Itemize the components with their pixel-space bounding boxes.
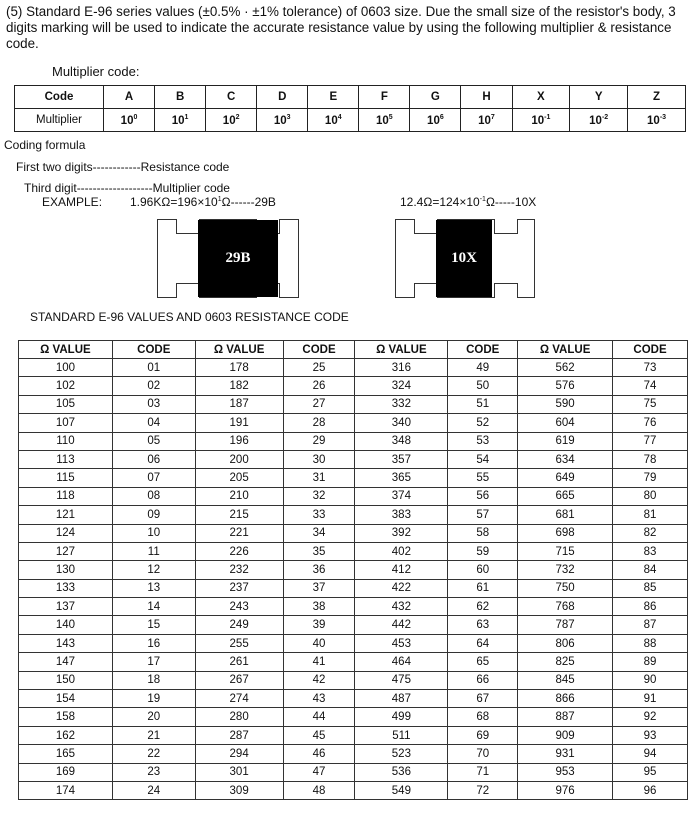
ohm-value-cell: 196 — [195, 432, 283, 450]
code-cell: C — [206, 86, 257, 109]
ohm-value-cell: 402 — [355, 542, 448, 560]
ohm-value-cell: 127 — [19, 542, 113, 560]
ohm-value-cell: 590 — [518, 395, 613, 413]
code-cell: 52 — [448, 414, 518, 432]
ohm-value-cell: 348 — [355, 432, 448, 450]
code-cell: 20 — [112, 708, 195, 726]
ohm-value-cell: 113 — [19, 450, 113, 468]
row-label: Multiplier — [15, 109, 104, 132]
table-row — [19, 542, 688, 560]
multiplier-cell: $10^{-1}$ — [512, 109, 570, 132]
code-cell: 95 — [613, 763, 688, 781]
table-row — [19, 524, 688, 542]
ohm-value-cell: 365 — [355, 469, 448, 487]
chip-marking: 10X — [436, 220, 492, 297]
code-cell: 71 — [448, 763, 518, 781]
first-two-digits-rule: First two digits------------Resistance code — [16, 160, 230, 174]
table-row — [19, 598, 688, 616]
ohm-value-cell: 249 — [195, 616, 283, 634]
chip-marking: 29B — [198, 220, 278, 297]
code-cell: 73 — [613, 359, 688, 377]
code-cell: 05 — [112, 432, 195, 450]
ohm-value-cell: 200 — [195, 450, 283, 468]
code-cell: 26 — [283, 377, 355, 395]
code-cell: 01 — [112, 359, 195, 377]
ohm-value-cell: 464 — [355, 653, 448, 671]
multiplier-table — [14, 85, 686, 132]
table-row — [19, 487, 688, 505]
code-cell: 21 — [112, 726, 195, 744]
ohm-value-cell: 931 — [518, 745, 613, 763]
ohm-value-cell: 100 — [19, 359, 113, 377]
code-cell: 74 — [613, 377, 688, 395]
table-header — [19, 341, 688, 359]
table-row — [19, 414, 688, 432]
ohm-value-cell: 732 — [518, 561, 613, 579]
ohm-value-cell: 475 — [355, 671, 448, 689]
ohm-value-cell: 511 — [355, 726, 448, 744]
table-row — [19, 377, 688, 395]
ohm-value-cell: 909 — [518, 726, 613, 744]
example-label: EXAMPLE: — [42, 195, 103, 209]
table-row — [19, 763, 688, 781]
ohm-value-cell: 634 — [518, 450, 613, 468]
code-cell: 40 — [283, 634, 355, 652]
ohm-value-cell: 383 — [355, 506, 448, 524]
ohm-value-cell: 698 — [518, 524, 613, 542]
ohm-value-cell: 267 — [195, 671, 283, 689]
ohm-value-cell: 422 — [355, 579, 448, 597]
multiplier-cell: $10^4$ — [308, 109, 359, 132]
code-cell: 03 — [112, 395, 195, 413]
code-cell: 89 — [613, 653, 688, 671]
code-cell: 09 — [112, 506, 195, 524]
ohm-value-cell: 158 — [19, 708, 113, 726]
multiplier-cell: $10^0$ — [104, 109, 155, 132]
table-row — [19, 469, 688, 487]
ohm-value-cell: 309 — [195, 781, 283, 799]
code-cell: 07 — [112, 469, 195, 487]
ohm-value-cell: 140 — [19, 616, 113, 634]
ohm-value-cell: 866 — [518, 690, 613, 708]
code-cell: 54 — [448, 450, 518, 468]
ohm-value-cell: 154 — [19, 690, 113, 708]
code-cell: 18 — [112, 671, 195, 689]
code-cell: 46 — [283, 745, 355, 763]
code-cell: 14 — [112, 598, 195, 616]
ohm-value-cell: 150 — [19, 671, 113, 689]
third-digit-rule: Third digit-------------------Multiplier code — [24, 181, 230, 195]
ohm-value-cell: 102 — [19, 377, 113, 395]
table-row — [19, 781, 688, 799]
code-cell: B — [155, 86, 206, 109]
table-row — [19, 395, 688, 413]
code-cell: 76 — [613, 414, 688, 432]
code-header: CODE — [448, 341, 518, 359]
code-cell: 56 — [448, 487, 518, 505]
ohm-value-cell: 274 — [195, 690, 283, 708]
code-cell: 19 — [112, 690, 195, 708]
ohm-value-cell: 549 — [355, 781, 448, 799]
code-cell: 84 — [613, 561, 688, 579]
example-2-formula: $12.4\Omega=124\times 10^{-1}\Omega-----10X$ — [400, 195, 537, 209]
row-label: Code — [15, 86, 104, 109]
code-cell: 82 — [613, 524, 688, 542]
resistor-chip-10x — [395, 219, 535, 298]
ohm-value-cell: 169 — [19, 763, 113, 781]
ohm-value-cell: 178 — [195, 359, 283, 377]
code-cell: 92 — [613, 708, 688, 726]
ohm-value-header: Ω VALUE — [19, 341, 113, 359]
code-cell: 78 — [613, 450, 688, 468]
ohm-value-cell: 374 — [355, 487, 448, 505]
code-cell: 85 — [613, 579, 688, 597]
code-cell: 86 — [613, 598, 688, 616]
table-row — [19, 506, 688, 524]
ohm-value-cell: 499 — [355, 708, 448, 726]
ohm-value-cell: 118 — [19, 487, 113, 505]
code-cell: 83 — [613, 542, 688, 560]
code-cell: 41 — [283, 653, 355, 671]
code-cell: 81 — [613, 506, 688, 524]
code-cell: 60 — [448, 561, 518, 579]
ohm-value-cell: 174 — [19, 781, 113, 799]
ohm-value-cell: 110 — [19, 432, 113, 450]
code-cell: 91 — [613, 690, 688, 708]
code-cell: F — [359, 86, 410, 109]
ohm-value-cell: 243 — [195, 598, 283, 616]
multiplier-cell: $10^1$ — [155, 109, 206, 132]
code-cell: 34 — [283, 524, 355, 542]
code-cell: 72 — [448, 781, 518, 799]
code-cell: X — [512, 86, 570, 109]
code-cell: 06 — [112, 450, 195, 468]
code-cell: 45 — [283, 726, 355, 744]
example-1-formula: $1.96K\Omega=196\times 10^1\Omega------29B$ — [130, 195, 276, 209]
code-cell: 04 — [112, 414, 195, 432]
code-cell: 33 — [283, 506, 355, 524]
code-cell: 70 — [448, 745, 518, 763]
code-cell: Z — [628, 86, 686, 109]
code-row — [15, 86, 686, 109]
table-title: STANDARD E-96 VALUES AND 0603 RESISTANCE CODE — [30, 310, 349, 324]
ohm-value-cell: 210 — [195, 487, 283, 505]
multiplier-cell: $10^{-3}$ — [628, 109, 686, 132]
code-cell: 47 — [283, 763, 355, 781]
multiplier-cell: $10^2$ — [206, 109, 257, 132]
ohm-value-cell: 221 — [195, 524, 283, 542]
table-row — [19, 450, 688, 468]
ohm-value-cell: 649 — [518, 469, 613, 487]
ohm-value-cell: 137 — [19, 598, 113, 616]
ohm-value-cell: 124 — [19, 524, 113, 542]
code-cell: H — [461, 86, 512, 109]
code-cell: 15 — [112, 616, 195, 634]
ohm-value-cell: 453 — [355, 634, 448, 652]
table-row — [19, 690, 688, 708]
ohm-value-cell: 976 — [518, 781, 613, 799]
coding-formula-label: Coding formula — [4, 138, 86, 152]
ohm-value-cell: 715 — [518, 542, 613, 560]
ohm-value-cell: 147 — [19, 653, 113, 671]
code-cell: 22 — [112, 745, 195, 763]
code-cell: 88 — [613, 634, 688, 652]
code-cell: E — [308, 86, 359, 109]
code-cell: 62 — [448, 598, 518, 616]
ohm-value-cell: 412 — [355, 561, 448, 579]
ohm-value-cell: 825 — [518, 653, 613, 671]
code-cell: 67 — [448, 690, 518, 708]
ohm-value-cell: 806 — [518, 634, 613, 652]
code-cell: 51 — [448, 395, 518, 413]
multiplier-cell: $10^5$ — [359, 109, 410, 132]
code-cell: 69 — [448, 726, 518, 744]
code-cell: 50 — [448, 377, 518, 395]
ohm-value-cell: 750 — [518, 579, 613, 597]
ohm-value-cell: 115 — [19, 469, 113, 487]
multiplier-cell: $10^6$ — [410, 109, 461, 132]
code-cell: 27 — [283, 395, 355, 413]
ohm-value-cell: 665 — [518, 487, 613, 505]
code-cell: 11 — [112, 542, 195, 560]
code-cell: 23 — [112, 763, 195, 781]
ohm-value-cell: 280 — [195, 708, 283, 726]
table-row — [19, 432, 688, 450]
code-cell: 13 — [112, 579, 195, 597]
ohm-value-cell: 182 — [195, 377, 283, 395]
code-cell: 55 — [448, 469, 518, 487]
code-cell: 58 — [448, 524, 518, 542]
ohm-value-cell: 107 — [19, 414, 113, 432]
ohm-value-header: Ω VALUE — [355, 341, 448, 359]
ohm-value-cell: 165 — [19, 745, 113, 763]
ohm-value-cell: 261 — [195, 653, 283, 671]
table-row — [19, 561, 688, 579]
code-cell: 63 — [448, 616, 518, 634]
ohm-value-cell: 287 — [195, 726, 283, 744]
ohm-value-cell: 162 — [19, 726, 113, 744]
code-cell: 37 — [283, 579, 355, 597]
code-cell: 43 — [283, 690, 355, 708]
code-header: CODE — [112, 341, 195, 359]
code-cell: 42 — [283, 671, 355, 689]
ohm-value-cell: 576 — [518, 377, 613, 395]
ohm-value-cell: 143 — [19, 634, 113, 652]
ohm-value-cell: 105 — [19, 395, 113, 413]
code-cell: 28 — [283, 414, 355, 432]
code-cell: 79 — [613, 469, 688, 487]
code-cell: 61 — [448, 579, 518, 597]
code-cell: 90 — [613, 671, 688, 689]
ohm-value-cell: 187 — [195, 395, 283, 413]
ohm-value-cell: 226 — [195, 542, 283, 560]
code-cell: 93 — [613, 726, 688, 744]
ohm-value-header: Ω VALUE — [195, 341, 283, 359]
code-cell: 77 — [613, 432, 688, 450]
multiplier-label: Multiplier code: — [52, 64, 140, 79]
multiplier-cell: $10^7$ — [461, 109, 512, 132]
ohm-value-cell: 619 — [518, 432, 613, 450]
multiplier-cell: $10^{-2}$ — [570, 109, 628, 132]
ohm-value-cell: 133 — [19, 579, 113, 597]
code-cell: 75 — [613, 395, 688, 413]
code-cell: 35 — [283, 542, 355, 560]
ohm-value-cell: 324 — [355, 377, 448, 395]
ohm-value-cell: 681 — [518, 506, 613, 524]
ohm-value-cell: 205 — [195, 469, 283, 487]
ohm-value-cell: 787 — [518, 616, 613, 634]
code-cell: 31 — [283, 469, 355, 487]
ohm-value-cell: 487 — [355, 690, 448, 708]
code-cell: A — [104, 86, 155, 109]
ohm-value-cell: 887 — [518, 708, 613, 726]
ohm-value-cell: 523 — [355, 745, 448, 763]
code-cell: 08 — [112, 487, 195, 505]
table-row — [19, 359, 688, 377]
ohm-value-cell: 442 — [355, 616, 448, 634]
table-row — [19, 726, 688, 744]
ohm-value-cell: 604 — [518, 414, 613, 432]
code-cell: 87 — [613, 616, 688, 634]
code-cell: 36 — [283, 561, 355, 579]
code-cell: 30 — [283, 450, 355, 468]
multiplier-row — [15, 109, 686, 132]
code-cell: 29 — [283, 432, 355, 450]
ohm-value-cell: 121 — [19, 506, 113, 524]
ohm-value-cell: 432 — [355, 598, 448, 616]
code-cell: 02 — [112, 377, 195, 395]
ohm-value-cell: 215 — [195, 506, 283, 524]
code-header: CODE — [613, 341, 688, 359]
code-cell: 96 — [613, 781, 688, 799]
ohm-value-cell: 768 — [518, 598, 613, 616]
ohm-value-cell: 845 — [518, 671, 613, 689]
code-cell: 16 — [112, 634, 195, 652]
code-cell: 12 — [112, 561, 195, 579]
ohm-value-cell: 562 — [518, 359, 613, 377]
code-cell: 44 — [283, 708, 355, 726]
code-cell: 59 — [448, 542, 518, 560]
ohm-value-cell: 237 — [195, 579, 283, 597]
ohm-value-cell: 294 — [195, 745, 283, 763]
code-cell: 94 — [613, 745, 688, 763]
code-cell: 24 — [112, 781, 195, 799]
code-cell: 57 — [448, 506, 518, 524]
code-cell: 53 — [448, 432, 518, 450]
table-row — [19, 616, 688, 634]
code-cell: 38 — [283, 598, 355, 616]
table-row — [19, 634, 688, 652]
code-cell: 25 — [283, 359, 355, 377]
multiplier-cell: $10^3$ — [257, 109, 308, 132]
table-row — [19, 579, 688, 597]
code-cell: 68 — [448, 708, 518, 726]
ohm-value-cell: 332 — [355, 395, 448, 413]
ohm-value-cell: 392 — [355, 524, 448, 542]
table-row — [19, 745, 688, 763]
code-cell: G — [410, 86, 461, 109]
resistor-chip-29b — [157, 219, 299, 298]
ohm-value-cell: 232 — [195, 561, 283, 579]
ohm-value-cell: 536 — [355, 763, 448, 781]
ohm-value-cell: 316 — [355, 359, 448, 377]
code-cell: 66 — [448, 671, 518, 689]
code-cell: 32 — [283, 487, 355, 505]
code-cell: 48 — [283, 781, 355, 799]
code-cell: 64 — [448, 634, 518, 652]
ohm-value-cell: 191 — [195, 414, 283, 432]
ohm-value-cell: 130 — [19, 561, 113, 579]
ohm-value-header: Ω VALUE — [518, 341, 613, 359]
code-cell: 49 — [448, 359, 518, 377]
code-cell: 10 — [112, 524, 195, 542]
code-cell: 39 — [283, 616, 355, 634]
code-cell: 17 — [112, 653, 195, 671]
ohm-value-cell: 340 — [355, 414, 448, 432]
code-header: CODE — [283, 341, 355, 359]
code-cell: D — [257, 86, 308, 109]
ohm-value-cell: 953 — [518, 763, 613, 781]
code-cell: 80 — [613, 487, 688, 505]
ohm-value-cell: 301 — [195, 763, 283, 781]
table-row — [19, 671, 688, 689]
ohm-value-cell: 357 — [355, 450, 448, 468]
code-cell: Y — [570, 86, 628, 109]
ohm-value-cell: 255 — [195, 634, 283, 652]
table-row — [19, 708, 688, 726]
e96-table — [18, 340, 688, 800]
intro-paragraph: (5) Standard E-96 series values (±0.5% · ±1% tolerance) of 0603 size. Due the small size of the resistor's body, 3 digits marking will be used to indicate the accurate resistance value by using the following multiplier & resistance code. — [6, 4, 676, 51]
code-cell: 65 — [448, 653, 518, 671]
table-row — [19, 653, 688, 671]
